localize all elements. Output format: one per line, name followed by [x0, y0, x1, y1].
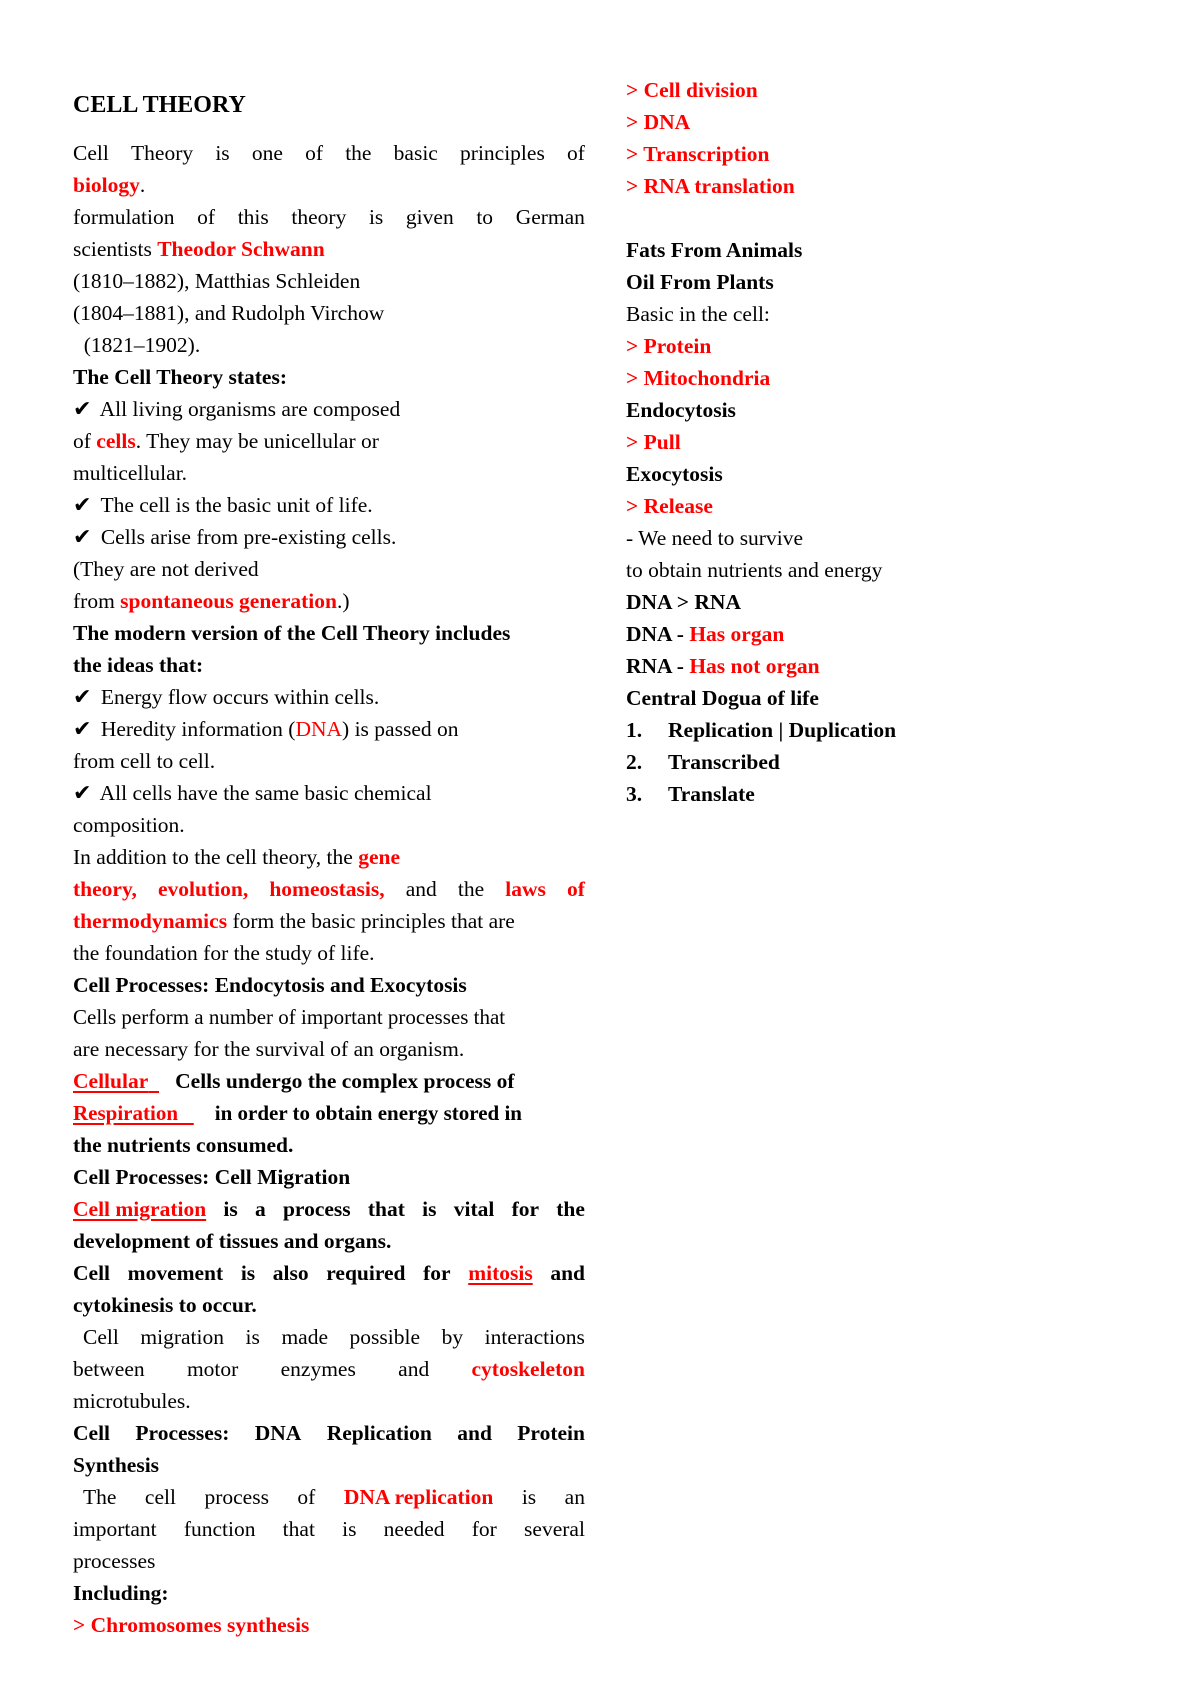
modern-2: ✔ Heredity information (DNA) is passed on: [73, 717, 459, 742]
state-2: ✔ The cell is the basic unit of life.: [73, 493, 373, 518]
intro-line-2: biology.: [73, 173, 146, 197]
state-1-cont-2: multicellular.: [73, 461, 188, 485]
dna-line-2: important function that is needed for several: [73, 1517, 585, 1541]
fats-line: Fats From Animals: [626, 238, 803, 262]
dna-line-3: processes: [73, 1549, 156, 1573]
survive-line: - We need to survive: [626, 526, 803, 550]
check-mark-icon: ✔: [73, 685, 92, 710]
addition-line-3: thermodynamics form the basic principles that are: [73, 909, 515, 933]
list-item: > RNA translation: [626, 174, 795, 198]
migration-line-6: between motor enzymes and cytoskeleton: [73, 1357, 585, 1381]
addition-line-4: the foundation for the study of life.: [73, 941, 375, 965]
obtain-line: to obtain nutrients and energy: [626, 558, 883, 582]
list-item: > Transcription: [626, 142, 770, 166]
modern-3-cont: composition.: [73, 813, 185, 837]
endo-line-3: Cellular Cells undergo the complex process of: [73, 1069, 515, 1093]
migration-line-4: cytokinesis to occur.: [73, 1293, 257, 1317]
list-item: > Mitochondria: [626, 366, 771, 390]
migration-line-3: Cell movement is also required for mitosis and: [73, 1261, 585, 1285]
central-dogma-heading: Central Dogua of life: [626, 686, 819, 710]
intro-line-3: formulation of this theory is given to German: [73, 205, 585, 229]
migration-line-2: development of tissues and organs.: [73, 1229, 392, 1253]
exocytosis-label: Exocytosis: [626, 462, 723, 486]
intro-line-1: Cell Theory is one of the basic principles of: [73, 141, 585, 165]
migration-heading: Cell Processes: Cell Migration: [73, 1165, 351, 1189]
dogma-step: 3. Translate: [626, 782, 755, 806]
dogma-step: 2. Transcribed: [626, 750, 780, 774]
list-item: > Cell division: [626, 78, 758, 102]
endo-line-1: Cells perform a number of important processes that: [73, 1005, 506, 1029]
migration-line-7: microtubules.: [73, 1389, 191, 1413]
dna-heading-cont: Synthesis: [73, 1453, 160, 1477]
intro-line-7: (1821–1902).: [73, 333, 201, 357]
intro-line-4: scientists Theodor Schwann: [73, 237, 325, 261]
state-1-cont: of cells. They may be unicellular or: [73, 429, 379, 453]
state-3: ✔ Cells arise from pre-existing cells.: [73, 525, 397, 550]
addition-line-1: In addition to the cell theory, the gene: [73, 845, 400, 869]
endo-line-4: Respiration in order to obtain energy stored in: [73, 1101, 522, 1125]
intro-line-5: (1810–1882), Matthias Schleiden: [73, 269, 361, 293]
page-title: CELL THEORY: [73, 92, 246, 118]
list-item: > Protein: [626, 334, 712, 358]
addition-line-2: theory, evolution, homeostasis, and the laws of: [73, 877, 585, 901]
check-mark-icon: ✔: [73, 397, 92, 422]
migration-line-1: Cell migration is a process that is vital for the: [73, 1197, 585, 1221]
endocytosis-label: Endocytosis: [626, 398, 736, 422]
basic-line: Basic in the cell:: [626, 302, 770, 326]
schwann-name: Theodor Schwann: [157, 237, 325, 261]
dna-has-organ: DNA - Has organ: [626, 622, 785, 646]
dogma-step: 1. Replication | Duplication: [626, 718, 897, 742]
state-3-cont: (They are not derived: [73, 557, 259, 581]
check-mark-icon: ✔: [73, 781, 92, 806]
migration-line-5: Cell migration is made possible by interactions: [83, 1325, 585, 1349]
list-item: > Release: [626, 494, 713, 518]
intro-line-6: (1804–1881), and Rudolph Virchow: [73, 301, 385, 325]
rna-has-not-organ: RNA - Has not organ: [626, 654, 820, 678]
dna-rna-line: DNA > RNA: [626, 590, 741, 614]
state-1: ✔ All living organisms are composed: [73, 397, 401, 422]
check-mark-icon: ✔: [73, 493, 92, 518]
list-item: > Pull: [626, 430, 681, 454]
dna-line-4: Including:: [73, 1581, 169, 1605]
modern-1: ✔ Energy flow occurs within cells.: [73, 685, 380, 710]
modern-heading-cont: the ideas that:: [73, 653, 204, 677]
biology-term: biology: [73, 173, 140, 197]
endo-line-2: are necessary for the survival of an organism.: [73, 1037, 465, 1061]
modern-3: ✔ All cells have the same basic chemical: [73, 781, 432, 806]
modern-heading: The modern version of the Cell Theory includes: [73, 621, 511, 645]
modern-2-cont: from cell to cell.: [73, 749, 216, 773]
states-heading: The Cell Theory states:: [73, 365, 287, 389]
list-item: > DNA: [626, 110, 691, 134]
check-mark-icon: ✔: [73, 717, 92, 742]
endo-line-5: the nutrients consumed.: [73, 1133, 294, 1157]
endo-heading: Cell Processes: Endocytosis and Exocytosis: [73, 973, 467, 997]
dna-line-5: > Chromosomes synthesis: [73, 1613, 310, 1637]
dna-heading: Cell Processes: DNA Replication and Protein: [73, 1421, 585, 1445]
state-3-cont-2: from spontaneous generation.): [73, 589, 350, 613]
dna-line-1: The cell process of DNA replication is an: [83, 1485, 585, 1509]
oil-line: Oil From Plants: [626, 270, 774, 294]
check-mark-icon: ✔: [73, 525, 92, 550]
